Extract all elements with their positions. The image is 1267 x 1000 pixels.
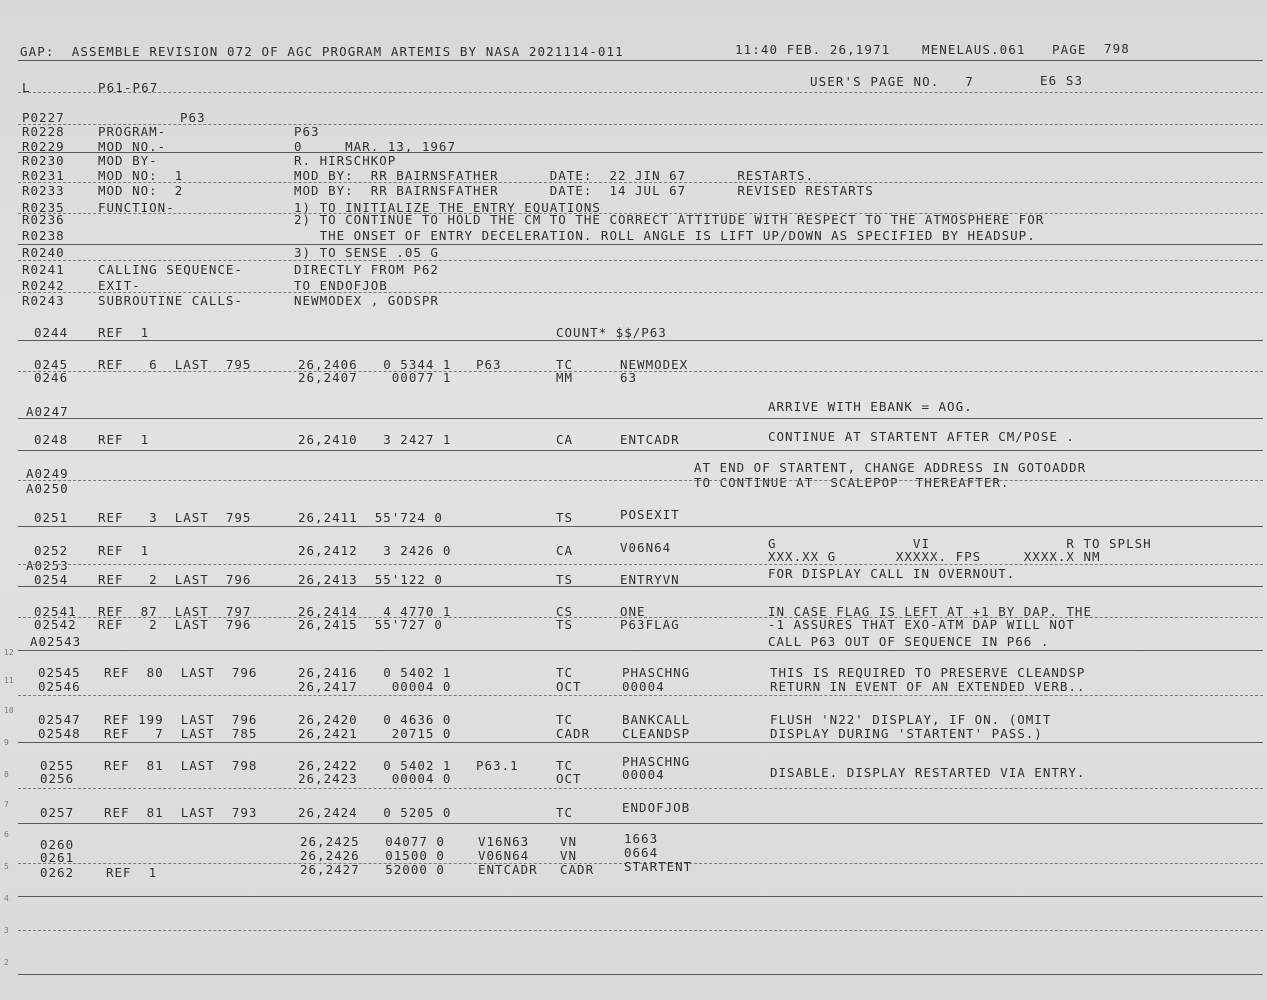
rule xyxy=(18,480,1263,481)
row-comment: FLUSH 'N22' DISPLAY, IF ON. (OMIT xyxy=(770,712,1052,727)
row-comment: DISABLE. DISPLAY RESTARTED VIA ENTRY. xyxy=(770,765,1086,780)
row-op: TS xyxy=(556,510,574,525)
listing-row xyxy=(0,726,1267,742)
margin-number: 9 xyxy=(4,738,9,747)
row-ref: MOD BY- xyxy=(98,153,158,168)
listing-row xyxy=(0,399,1267,419)
row-op: TS xyxy=(556,617,574,632)
row-op: TC xyxy=(556,712,574,727)
margin-number: 12 xyxy=(4,648,14,657)
user-page: USER'S PAGE NO. 7 xyxy=(810,74,974,89)
row-id: 0252 xyxy=(34,543,69,558)
row-arg: POSEXIT xyxy=(620,507,680,522)
row-id: 0251 xyxy=(34,510,69,525)
row-comment: CALL P63 OUT OF SEQUENCE IN P66 . xyxy=(768,634,1050,649)
listing-row xyxy=(0,153,1267,169)
listing-row xyxy=(0,634,1267,650)
row-op: TC xyxy=(556,805,574,820)
rule xyxy=(18,742,1263,743)
row-id: 0254 xyxy=(34,572,69,587)
row-ref: REF 80 LAST 796 xyxy=(104,665,258,680)
row-addr: 26,2416 0 5402 1 xyxy=(298,665,452,680)
row-ref: REF 2 LAST 796 xyxy=(98,572,252,587)
row-ref: REF 2 LAST 796 xyxy=(98,617,252,632)
rule xyxy=(18,695,1263,696)
margin-number: 7 xyxy=(4,800,9,809)
row-addr: 26,2422 0 5402 1 xyxy=(298,758,452,773)
rule xyxy=(18,930,1263,931)
row-id: 02546 xyxy=(38,679,81,694)
job-name: MENELAUS.061 xyxy=(922,42,1026,57)
row-ref: REF 81 LAST 798 xyxy=(104,758,258,773)
rule xyxy=(18,526,1263,527)
row-arg: PHASCHNG xyxy=(622,754,691,769)
row-ref: REF 1 xyxy=(98,432,150,447)
row-ref: FUNCTION- xyxy=(98,200,175,215)
row-addr: 26,2406 0 5344 1 xyxy=(298,357,452,372)
rule xyxy=(18,823,1263,824)
row-arg: ENDOFJOB xyxy=(622,800,691,815)
listing-row xyxy=(0,429,1267,448)
row-comment: TO CONTINUE AT SCALEPOP THEREAFTER. xyxy=(694,475,1010,490)
row-ref: PROGRAM- xyxy=(98,124,167,139)
rule xyxy=(18,418,1263,419)
row-text: MOD BY: RR BAIRNSFATHER DATE: 14 JUL 67 REVISED RESTARTS xyxy=(294,183,874,198)
row-arg: 00004 xyxy=(622,679,665,694)
margin-number: 4 xyxy=(4,894,9,903)
margin-number: 6 xyxy=(4,830,9,839)
row-ref: SUBROUTINE CALLS- xyxy=(98,293,243,308)
rule xyxy=(18,92,1263,93)
listing-row xyxy=(0,679,1267,695)
row-op: VN xyxy=(560,834,578,849)
row-comment: -1 ASSURES THAT EXO-ATM DAP WILL NOT xyxy=(768,617,1075,632)
row-text: DIRECTLY FROM P62 xyxy=(294,262,439,277)
listing-row xyxy=(0,507,1267,526)
row-comment: RETURN IN EVENT OF AN EXTENDED VERB.. xyxy=(770,679,1086,694)
listing-row xyxy=(0,245,1267,261)
row-arg: ONE xyxy=(620,604,646,619)
row-ref: REF 7 LAST 785 xyxy=(104,726,258,741)
row-ref: REF 1 xyxy=(98,543,150,558)
row-text: R. HIRSCHKOP xyxy=(294,153,397,168)
row-id: A0249 xyxy=(26,466,69,481)
row-id: 0245 xyxy=(34,357,69,372)
row-op: CADR xyxy=(556,726,591,741)
listing-row xyxy=(0,262,1267,278)
row-comment: ARRIVE WITH EBANK = AOG. xyxy=(768,399,973,414)
row-text: 2) TO CONTINUE TO HOLD THE CM TO THE CORRECT ATTITUDE WITH RESPECT TO THE ATMOSPHERE FOR xyxy=(294,212,1045,227)
row-ref: MOD NO: 1 xyxy=(98,168,184,183)
row-id: R0236 xyxy=(22,212,65,227)
row-addr: 26,2411 55'724 0 xyxy=(298,510,443,525)
row-id: 02548 xyxy=(38,726,81,741)
row-id: R0229 xyxy=(22,139,65,154)
listing-row xyxy=(0,183,1267,199)
row-id: P0227 xyxy=(22,110,65,125)
row-id: 0256 xyxy=(40,771,75,786)
row-arg: STARTENT xyxy=(624,859,693,874)
row-arg: ENTCADR xyxy=(620,432,680,447)
row-op: TC xyxy=(556,357,574,372)
row-op: CA xyxy=(556,432,574,447)
section-tag: L xyxy=(22,80,31,95)
row-op: MM xyxy=(556,370,574,385)
listing-row xyxy=(0,370,1267,386)
row-op: TS xyxy=(556,572,574,587)
row-id: A0247 xyxy=(26,404,69,419)
row-id: 0248 xyxy=(34,432,69,447)
row-text: P63 xyxy=(180,110,206,125)
row-ref: MOD NO: 2 xyxy=(98,183,184,198)
row-id: R0231 xyxy=(22,168,65,183)
margin-number: 8 xyxy=(4,770,9,779)
row-arg: CLEANDSP xyxy=(622,726,691,741)
row-op: CS xyxy=(556,604,574,619)
row-arg: 1663 xyxy=(624,831,659,846)
listing-row xyxy=(0,859,1267,880)
row-comment: AT END OF STARTENT, CHANGE ADDRESS IN GOTOADDR xyxy=(694,460,1087,475)
listing-row xyxy=(0,228,1267,244)
margin-number: 3 xyxy=(4,926,9,935)
row-text: THE ONSET OF ENTRY DECELERATION. ROLL ANGLE IS LIFT UP/DOWN AS SPECIFIED BY HEADSUP. xyxy=(294,228,1036,243)
listing-row xyxy=(0,293,1267,309)
row-id: R0228 xyxy=(22,124,65,139)
row-ref: REF 1 xyxy=(106,865,158,880)
row-op: OCT xyxy=(556,679,582,694)
rule xyxy=(18,896,1263,897)
row-label: ENTCADR xyxy=(478,862,538,877)
row-ref: REF 81 LAST 793 xyxy=(104,805,258,820)
row-ref: CALLING SEQUENCE- xyxy=(98,262,243,277)
listing-timestamp: 11:40 FEB. 26,1971 xyxy=(735,42,891,57)
row-arg: NEWMODEX xyxy=(620,357,689,372)
row-text: TO ENDOFJOB xyxy=(294,278,388,293)
row-id: 0262 xyxy=(40,865,75,880)
rule xyxy=(18,340,1263,341)
row-addr: 26,2415 55'727 0 xyxy=(298,617,443,632)
listing-row xyxy=(0,212,1267,228)
row-comment: IN CASE FLAG IS LEFT AT +1 BY DAP. THE xyxy=(768,604,1092,619)
listing-row xyxy=(0,460,1267,481)
row-id: 0244 xyxy=(34,325,69,340)
row-addr: 26,2407 00077 1 xyxy=(298,370,452,385)
row-ref: EXIT- xyxy=(98,278,141,293)
row-arg: BANKCALL xyxy=(622,712,691,727)
row-id: R0235 xyxy=(22,200,65,215)
margin-number: 11 xyxy=(4,676,14,685)
row-addr: 26,2426 01500 0 xyxy=(300,848,445,863)
row-text: P63 xyxy=(294,124,320,139)
row-addr: 26,2412 3 2426 0 xyxy=(298,543,452,558)
margin-number: 10 xyxy=(4,706,14,715)
row-arg: PHASCHNG xyxy=(622,665,691,680)
row-id: A02543 xyxy=(30,634,82,649)
row-label: P63.1 xyxy=(476,758,519,773)
rule xyxy=(18,564,1263,565)
row-id: 02542 xyxy=(34,617,77,632)
row-addr: 26,2425 04077 0 xyxy=(300,834,445,849)
row-addr: 26,2423 00004 0 xyxy=(298,771,452,786)
row-text: MOD BY: RR BAIRNSFATHER DATE: 22 JIN 67 RESTARTS. xyxy=(294,168,815,183)
row-text: 1) TO INITIALIZE THE ENTRY EQUATIONS xyxy=(294,200,601,215)
row-op: CADR xyxy=(560,862,595,877)
row-comment: FOR DISPLAY CALL IN OVERNOUT. xyxy=(768,566,1016,581)
rule xyxy=(18,974,1263,975)
rule xyxy=(18,586,1263,587)
row-comment: XXX.XX G XXXXX. FPS XXXX.X NM xyxy=(768,549,1101,564)
row-addr: 26,2414 4 4770 1 xyxy=(298,604,452,619)
header-rule xyxy=(18,60,1263,61)
row-text: 3) TO SENSE .05 G xyxy=(294,245,439,260)
listing-row xyxy=(0,617,1267,633)
row-comment: THIS IS REQUIRED TO PRESERVE CLEANDSP xyxy=(770,665,1086,680)
row-id: R0243 xyxy=(22,293,65,308)
listing-row xyxy=(0,475,1267,496)
row-addr: 26,2421 20715 0 xyxy=(298,726,452,741)
row-label: V16N63 xyxy=(478,834,530,849)
row-op: VN xyxy=(560,848,578,863)
margin-number: 5 xyxy=(4,862,9,871)
row-text: 0 MAR. 13, 1967 xyxy=(294,139,456,154)
row-id: 02547 xyxy=(38,712,81,727)
row-op: CA xyxy=(556,543,574,558)
page-number: 798 xyxy=(1104,41,1130,56)
row-addr: 26,2417 00004 0 xyxy=(298,679,452,694)
row-arg: V06N64 xyxy=(620,540,672,555)
row-comment: G VI R TO SPLSH xyxy=(768,536,1152,551)
rule xyxy=(18,260,1263,261)
row-comment: DISPLAY DURING 'STARTENT' PASS.) xyxy=(770,726,1043,741)
row-addr: 26,2427 52000 0 xyxy=(300,862,445,877)
row-id: 0255 xyxy=(40,758,75,773)
row-comment: CONTINUE AT STARTENT AFTER CM/POSE . xyxy=(768,429,1075,444)
row-op: TC xyxy=(556,758,574,773)
listing-row xyxy=(0,124,1267,140)
row-id: 0257 xyxy=(40,805,75,820)
page-label: PAGE xyxy=(1052,42,1087,57)
row-addr: 26,2424 0 5205 0 xyxy=(298,805,452,820)
row-id: 02545 xyxy=(38,665,81,680)
row-arg: 63 xyxy=(620,370,638,385)
listing-row xyxy=(0,325,1267,341)
row-id: R0238 xyxy=(22,228,65,243)
row-id: R0230 xyxy=(22,153,65,168)
row-ref: REF 1 xyxy=(98,325,150,340)
row-arg: 0664 xyxy=(624,845,659,860)
listing-row xyxy=(0,800,1267,821)
rule xyxy=(18,450,1263,451)
row-op: COUNT* $$/P63 xyxy=(556,325,667,340)
row-ref: REF 87 LAST 797 xyxy=(98,604,252,619)
section-code: E6 S3 xyxy=(1040,73,1084,88)
row-id: 0260 xyxy=(40,837,75,852)
row-arg: 00004 xyxy=(622,767,665,782)
row-ref: MOD NO.- xyxy=(98,139,167,154)
row-arg: P63FLAG xyxy=(620,617,680,632)
row-id: 0261 xyxy=(40,850,75,865)
rule xyxy=(18,650,1263,651)
row-op: OCT xyxy=(556,771,582,786)
row-ref: REF 3 LAST 795 xyxy=(98,510,252,525)
row-ref: REF 199 LAST 796 xyxy=(104,712,258,727)
row-op: TC xyxy=(556,665,574,680)
row-label: P63 xyxy=(476,357,502,372)
margin-number: 2 xyxy=(4,958,9,967)
listing-row xyxy=(0,540,1267,564)
row-id: A0253 xyxy=(26,558,69,573)
row-id: 0246 xyxy=(34,370,69,385)
section-name: P61-P67 xyxy=(98,80,159,95)
row-id: R0233 xyxy=(22,183,65,198)
row-ref: REF 6 LAST 795 xyxy=(98,357,252,372)
rule xyxy=(18,788,1263,789)
row-text: NEWMODEX , GODSPR xyxy=(294,293,439,308)
row-addr: 26,2420 0 4636 0 xyxy=(298,712,452,727)
row-id: R0242 xyxy=(22,278,65,293)
row-label: V06N64 xyxy=(478,848,530,863)
row-id: A0250 xyxy=(26,481,69,496)
listing-title: GAP: ASSEMBLE REVISION 072 OF AGC PROGRAM ARTEMIS BY NASA 2021114-011 xyxy=(20,44,624,59)
row-id: 02541 xyxy=(34,604,77,619)
row-id: R0241 xyxy=(22,262,65,277)
row-addr: 26,2413 55'122 0 xyxy=(298,572,443,587)
row-arg: ENTRYVN xyxy=(620,572,680,587)
row-addr: 26,2410 3 2427 1 xyxy=(298,432,452,447)
row-id: R0240 xyxy=(22,245,65,260)
